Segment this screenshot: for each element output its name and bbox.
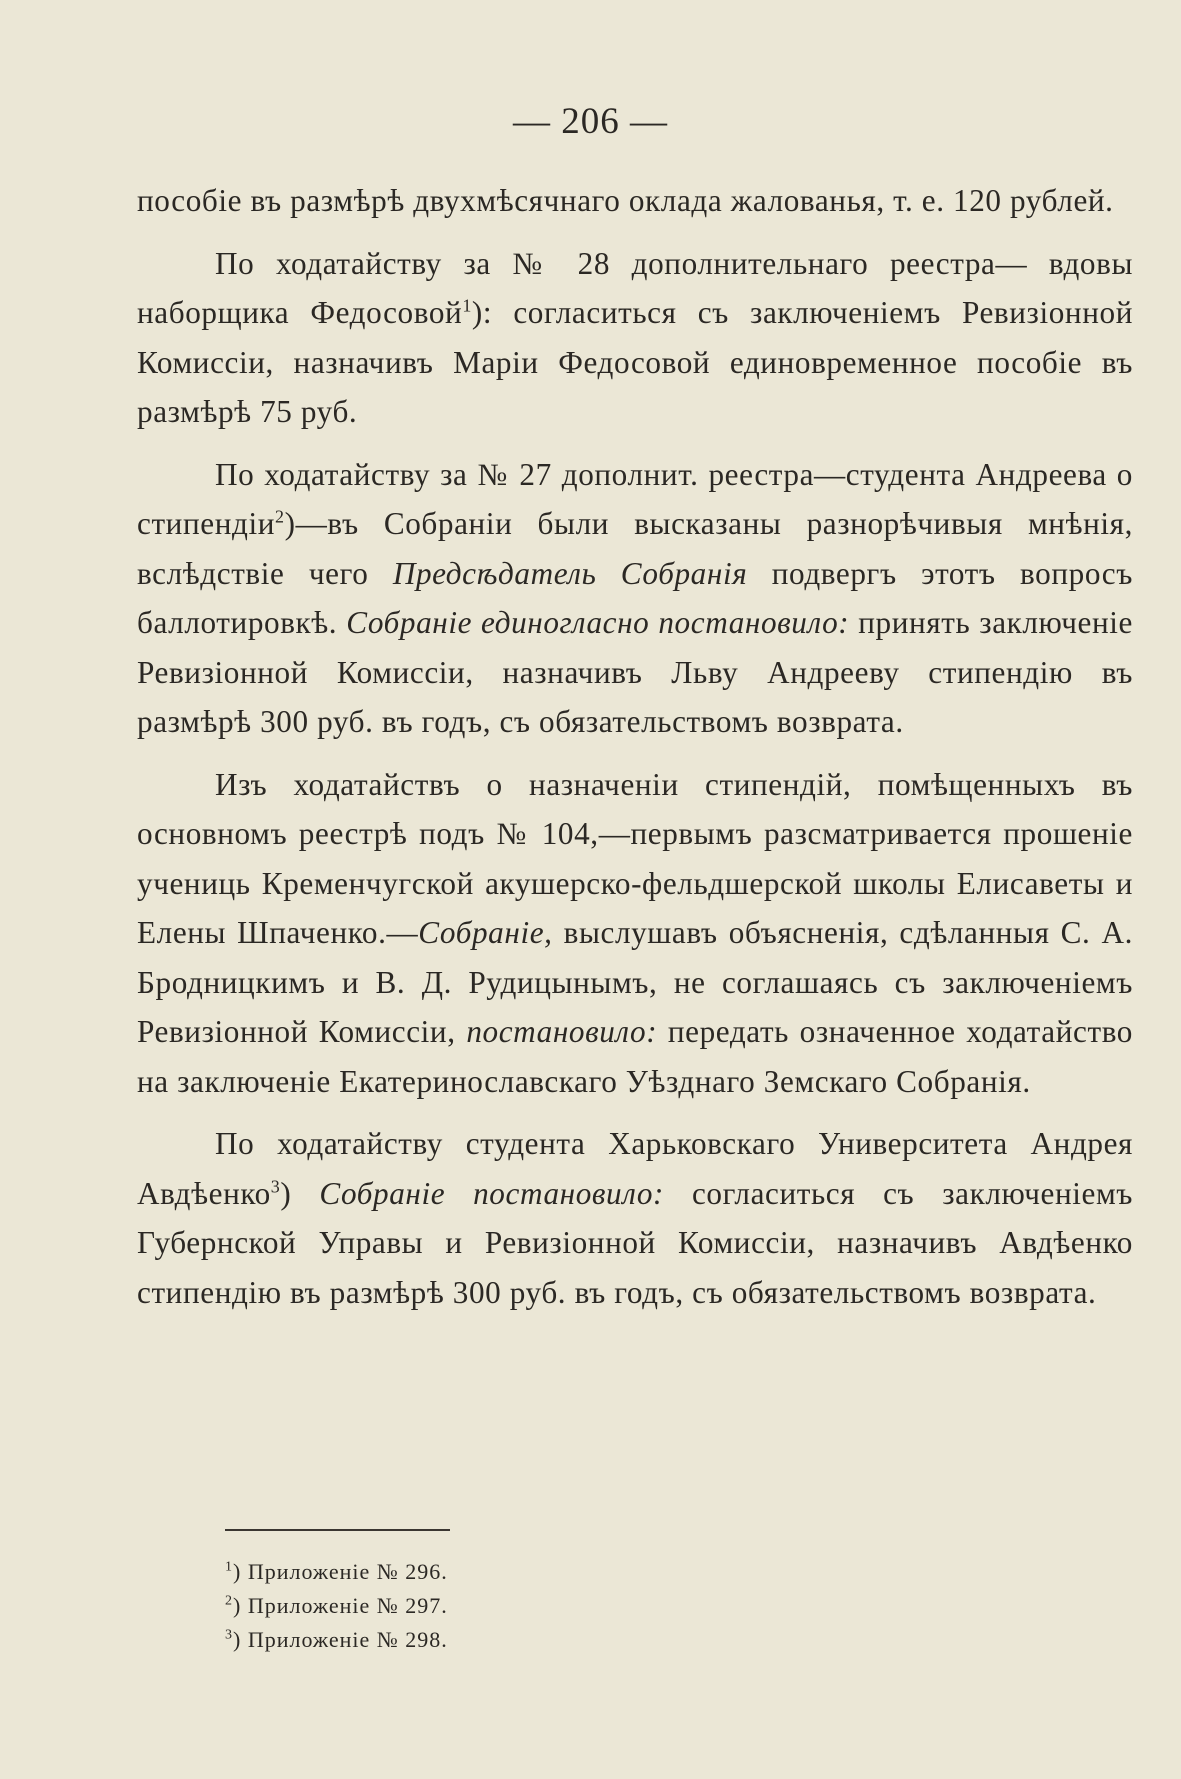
italic-run: Собраніе единогласно постановило: [346,605,850,640]
text-run: ): согласиться съ заключеніемъ Ревизіонной Комиссіи, назначивъ Маріи Федосовой единовременное пособіе въ размѣрѣ 75 руб. [137,295,1133,429]
text-run: По ходатайству студента Харьковскаго Университета Андрея Авдѣенко [137,1126,1133,1211]
paragraph-1 [137,176,1133,226]
italic-run: постановило: [466,1014,658,1049]
text-run: принять заключеніе Ревизіонной Комиссіи, назначивъ Льву Андрееву стипендію въ размѣрѣ 300 руб. въ годъ, съ обязательствомъ возврата. [137,605,1133,739]
paragraph-4 [137,760,1133,1107]
footnote-divider [225,1529,450,1531]
paragraph-2 [137,239,1133,437]
footnote-ref-3: 3 [270,1176,281,1197]
page-number: — 206 — [513,101,668,142]
text-run: По ходатайству за № 28 дополнительнаго реестра— вдовы наборщика Федосовой [137,245,1133,330]
footnote-3 [225,1623,448,1657]
footnotes [225,1555,448,1657]
text-run: передать означенное ходатайство на заключеніе Екатеринославскаго Уѣзднаго Земскаго Собранія. [137,1014,1133,1099]
text-run: )—въ Собраніи были высказаны разнорѣчивыя мнѣнія, вслѣдствіе чего [137,506,1133,591]
footnote-1 [225,1555,448,1589]
text-run: согласиться съ заключеніемъ Губернской Управы и Ревизіонной Комиссіи, назначивъ Авдѣенко стипендію въ размѣрѣ 300 руб. въ годъ, съ обязательствомъ возврата. [137,1175,1134,1310]
text-run: ) [280,1175,320,1211]
paragraph-5 [137,1119,1133,1317]
footnote-mark: 2 [225,1593,233,1609]
body-text [137,176,1133,1330]
footnote-ref-2: 2 [275,506,285,527]
footnote-text: ) Приложеніе № 298. [233,1627,448,1652]
footnote-text: ) Приложеніе № 297. [233,1593,448,1618]
footnote-ref-1: 1 [462,295,472,316]
footnote-text: ) Приложеніе № 296. [233,1559,448,1584]
text-run: Изъ ходатайствъ о назначеніи стипендій, помѣщенныхъ въ основномъ реестрѣ подъ № 104,—первымъ разсматривается прошеніе учениць Кременчугской акушерско-фельдшерской школы Елисаветы и Елены Шпаченко.— [137,766,1133,950]
text-run: пособіе въ размѣрѣ двухмѣсячнаго оклада жалованья, т. е. 120 рублей. [137,183,1114,218]
footnote-mark: 1 [225,1559,233,1575]
italic-run: Предсѣдатель Собранія [392,555,748,591]
footnote-mark: 3 [225,1627,233,1643]
italic-run: Собраніе, [418,915,553,950]
text-run: выслушавъ объясненія, сдѣланныя С. А. Бродницкимъ и В. Д. Рудицынымъ, не соглашаясь съ заключеніемъ Ревизіонной Комиссіи, [137,915,1134,1049]
text-run: По ходатайству за № 27 дополнит. реестра—студента Андреева о стипендіи [137,456,1133,541]
paragraph-3 [137,450,1133,747]
text-run: подвергъ этотъ вопросъ баллотировкѣ. [137,555,1133,640]
footnote-2 [225,1589,448,1623]
italic-run: Собраніе постановило: [319,1175,665,1211]
